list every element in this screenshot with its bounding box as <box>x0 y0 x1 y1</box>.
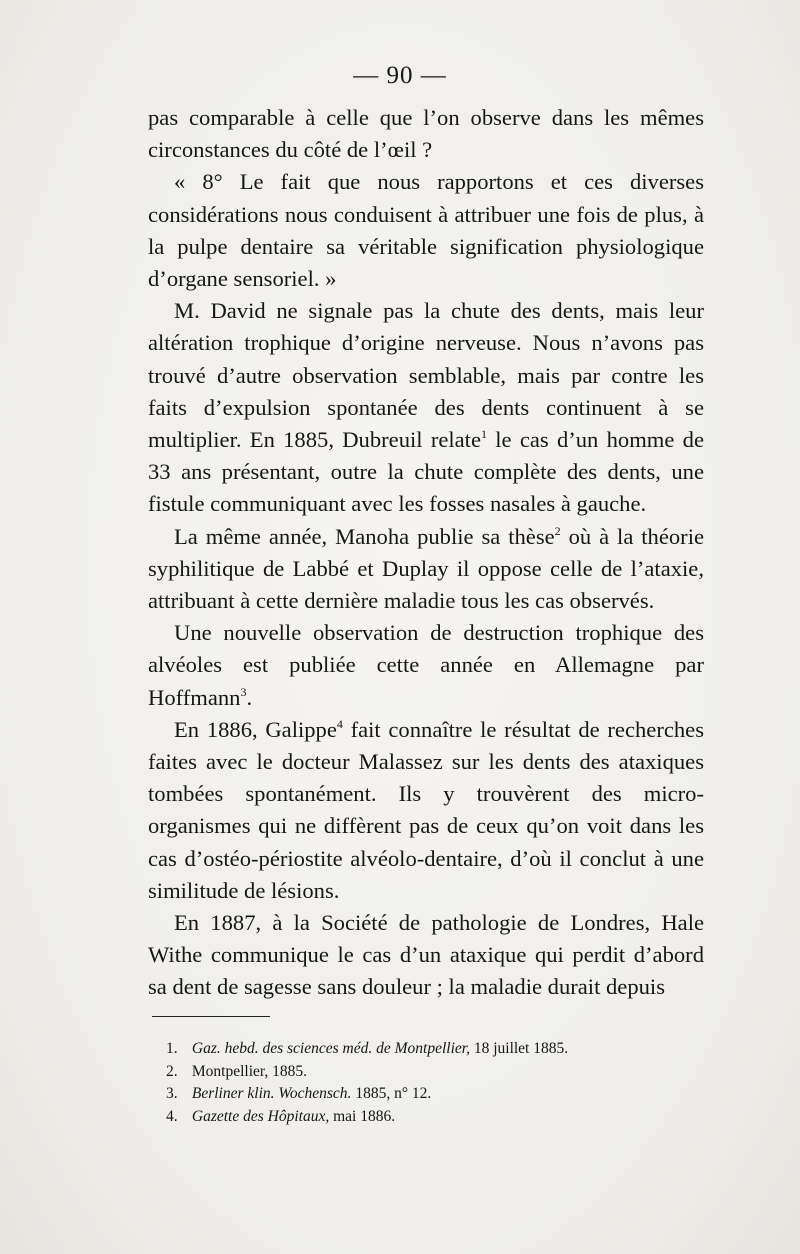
paragraph <box>148 521 704 618</box>
page-number: — 90 — <box>353 62 447 89</box>
footnote-source: Gaz. hebd. des sciences méd. de Montpellier, <box>191 1040 470 1057</box>
paragraph <box>148 295 704 520</box>
paragraph-text: où à la théorie syphilitique de Labbé et Duplay il oppose celle de l’ataxie, attribuant à cette dernière maladie tous les cas observés. <box>148 523 704 614</box>
paragraph-text: pas comparable à celle que l’on observe dans les mêmes circonstances du côté de l’œil ? <box>148 105 704 163</box>
paragraph-text: le cas d’un homme de 33 ans présentant, outre la chute complète des dents, une fistule communiquant avec les fosses nasales à gauche. <box>148 427 704 517</box>
paragraph-text: . <box>246 684 253 710</box>
footnote <box>148 1038 704 1061</box>
footnote-reference: 4 <box>336 716 343 731</box>
footnote-detail: 18 juillet 1885. <box>469 1040 569 1057</box>
footnote-number: 2. <box>166 1062 178 1080</box>
footnote-reference: 2 <box>554 523 561 538</box>
paragraph-text: fait connaître le résultat de recherches faites avec le docteur Malassez sur les dents des ataxiques tombées spontanément. Ils y trouvèrent des micro-organismes qui ne diffèrent pas de ceux qu’on voit dans les cas d’ostéo-périostite alvéolo-dentaire, d’où il conclut à une similitude de lésions. <box>148 716 704 903</box>
footnote-detail: mai 1886. <box>329 1107 396 1125</box>
paragraph-text: « 8° Le fait que nous rapportons et ces diverses considérations nous conduisent à attribuer une fois de plus, à la pulpe dentaire sa véritable signification physiologique d’organe sensoriel. » <box>148 169 704 292</box>
footnote <box>148 1061 704 1084</box>
footnote-source: Berliner klin. Wochensch. <box>191 1085 352 1102</box>
footnote-number: 3. <box>166 1085 178 1102</box>
paragraph <box>148 907 704 1004</box>
footnote-detail: Montpellier, 1885. <box>191 1062 308 1080</box>
paragraph <box>148 617 704 714</box>
footnote-detail: 1885, n° 12. <box>351 1085 432 1102</box>
footnote <box>148 1083 704 1106</box>
paragraph <box>148 102 704 166</box>
footnote-reference: 3 <box>240 684 247 699</box>
paragraph-text: En 1886, Galippe <box>174 716 337 742</box>
footnote <box>148 1106 704 1129</box>
paragraph-text: La même année, Manoha publie sa thèse <box>174 523 555 549</box>
footnotes <box>148 1038 704 1128</box>
paragraph-text: En 1887, à la Société de pathologie de Londres, Hale Withe communique le cas d’un ataxique qui perdit d’abord sa dent de sagesse sans douleur ; la maladie durait depuis <box>148 910 704 1000</box>
footnote-reference: 1 <box>480 427 487 442</box>
footnote-number: 1. <box>166 1040 178 1057</box>
paragraph <box>148 714 704 907</box>
footnote-number: 4. <box>166 1107 178 1125</box>
body-text <box>148 102 704 1004</box>
paragraph-text: M. David ne signale pas la chute des dents, mais leur altération trophique d’origine nerveuse. Nous n’avons pas trouvé d’autre observation semblable, mais par contre les faits d’expulsion spontanée des dents continuent à se multiplier. En 1885, Dubreuil relate <box>148 298 704 453</box>
footnote-source: Gazette des Hôpitaux, <box>191 1107 330 1125</box>
paragraph-text: Une nouvelle observation de destruction trophique des alvéoles est publiée cette année en Allemagne par Hoffmann <box>148 620 704 710</box>
footnote-rule <box>152 1016 270 1017</box>
paragraph <box>148 166 704 295</box>
